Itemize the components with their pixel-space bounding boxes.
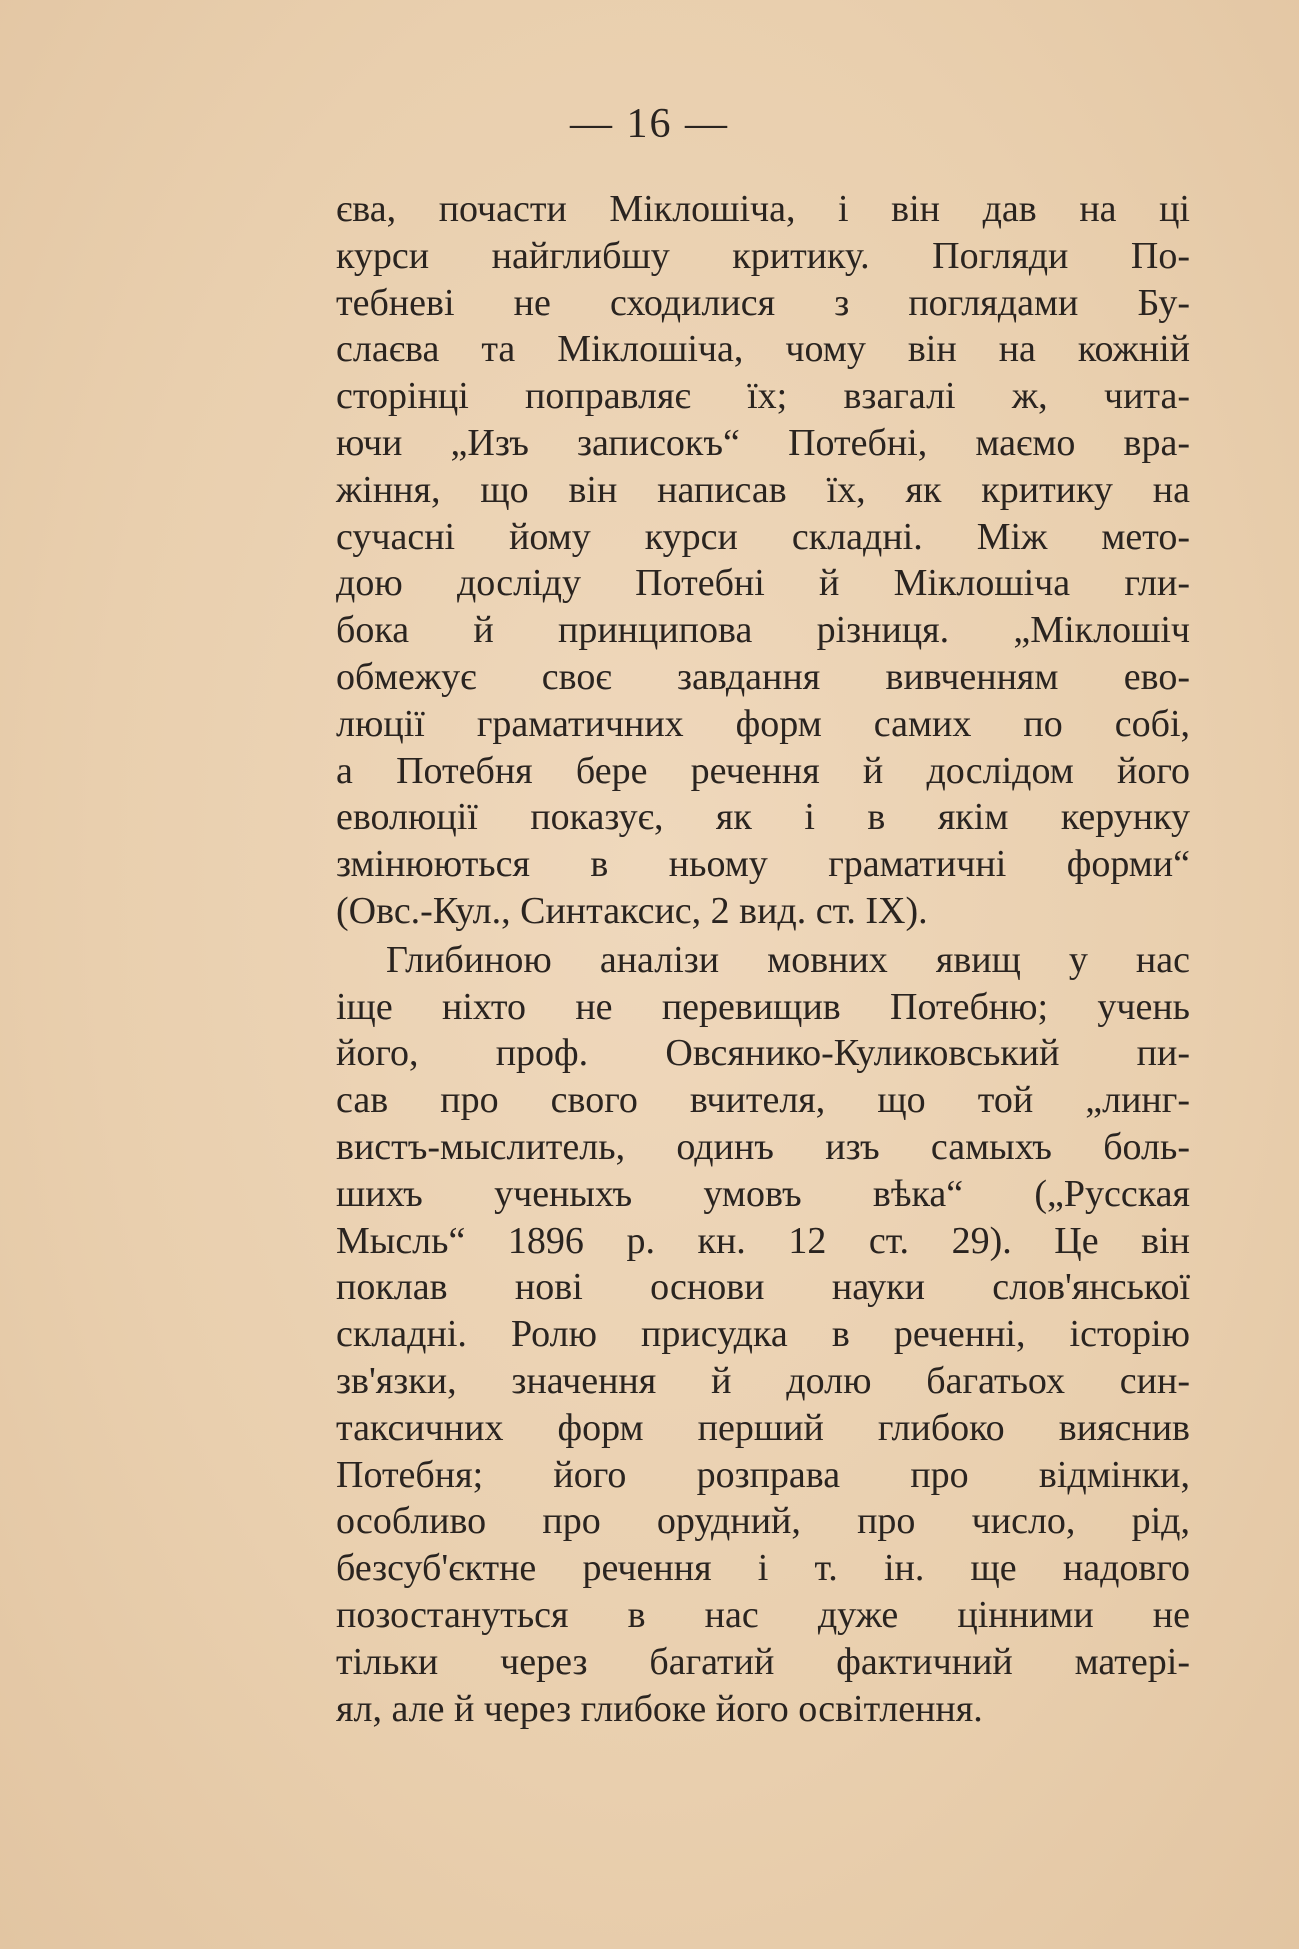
text-line: особливо про орудний, про число, рід, (336, 1500, 1190, 1543)
text-line: сторінці поправляє їх; взагалі ж, чита- (336, 375, 1190, 418)
text-line: обмежує своє завдання вивченням ево- (336, 655, 1190, 698)
body-text (336, 186, 1190, 1732)
text-line: слаєва та Міклошіча, чому він на кожній (336, 328, 1190, 371)
text-line: бока й принципова різниця. „Міклошіч (336, 609, 1190, 652)
paragraph-2 (336, 937, 1190, 1733)
paragraph-1 (336, 186, 1190, 935)
text-line: таксичних форм перший глибоко вияснив (336, 1406, 1190, 1449)
text-line: Мысль“ 1896 р. кн. 12 ст. 29). Це він (336, 1219, 1190, 1262)
text-line: курси найглибшу критику. Погляди По- (336, 234, 1190, 277)
text-line: складні. Ролю присудка в реченні, історію (336, 1313, 1190, 1356)
text-line: а Потебня бере речення й дослідом його (336, 749, 1190, 792)
text-line: Глибиною аналізи мовних явищ у нас (386, 938, 1190, 981)
text-line: Потебня; його розправа про відмінки, (336, 1453, 1190, 1496)
text-line: єва, почасти Міклошіча, і він дав на ці (336, 188, 1190, 230)
text-line: шихъ ученыхъ умовъ вѣка“ („Русская (336, 1172, 1190, 1215)
page-number: — 16 — (570, 101, 729, 147)
text-line: люції граматичних форм самих по собі, (336, 702, 1190, 745)
text-line: вистъ-мыслитель, одинъ изъ самыхъ боль- (336, 1125, 1190, 1168)
text-line: сав про свого вчителя, що той „линг- (336, 1079, 1190, 1122)
text-line: тебневі не сходилися з поглядами Бу- (336, 281, 1190, 324)
text-line: ючи „Изъ записокъ“ Потебні, маємо вра- (336, 421, 1190, 464)
text-line: дою досліду Потебні й Міклошіча гли- (336, 562, 1190, 605)
text-line: його, проф. Овсянико-Куликовський пи- (336, 1032, 1190, 1075)
text-line: зв'язки, значення й долю багатьох син- (336, 1359, 1190, 1402)
text-line: тільки через багатий фактичний матері- (336, 1640, 1190, 1683)
text-line: поклав нові основи науки слов'янської (336, 1266, 1190, 1309)
text-line: змінюються в ньому граматичні форми“ (336, 843, 1190, 886)
text-line: ял, але й через глибоке його освітлення. (336, 1687, 983, 1730)
text-line: безсуб'єктне речення і т. ін. ще надовго (336, 1547, 1190, 1590)
text-line: (Овс.-Кул., Синтаксис, 2 вид. ст. IX). (336, 889, 928, 932)
text-line: еволюції показує, як і в якім керунку (336, 796, 1190, 839)
text-line: іще ніхто не перевищив Потебню; учень (336, 985, 1190, 1028)
text-line: сучасні йому курси складні. Між мето- (336, 515, 1190, 558)
text-line: жіння, що він написав їх, як критику на (336, 468, 1190, 511)
text-line: позостануться в нас дуже цінними не (336, 1593, 1190, 1636)
